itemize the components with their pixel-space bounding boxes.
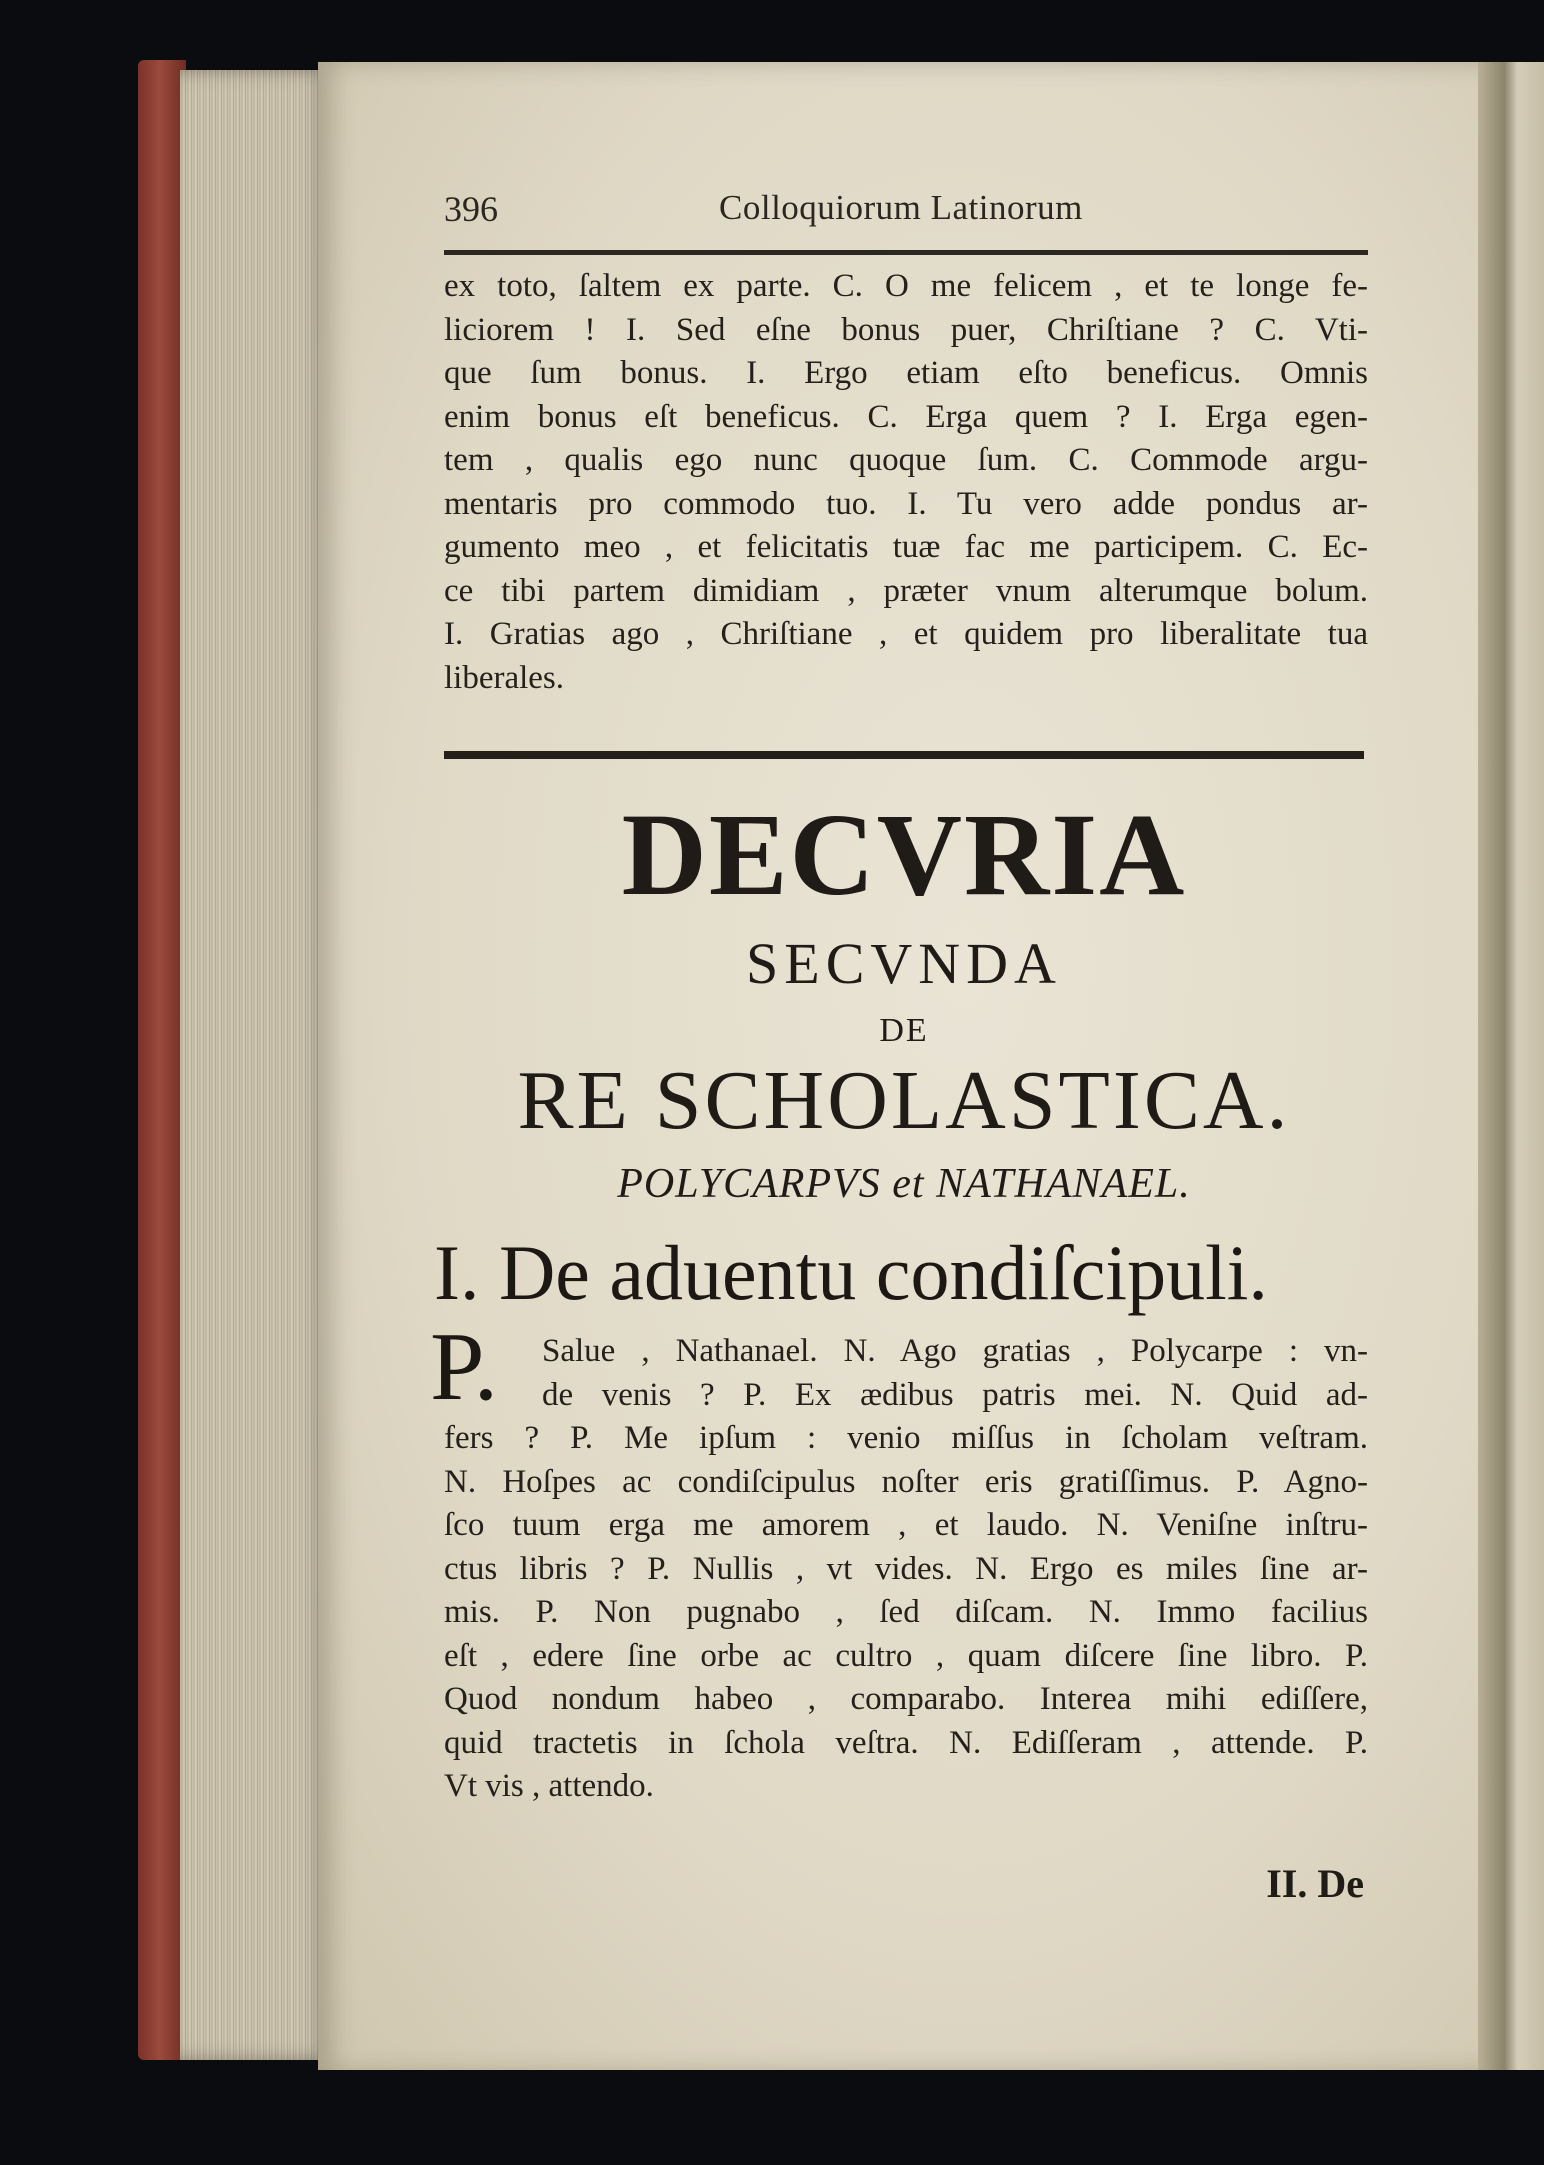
text-line: liciorem ! I. Sed eſne bonus puer, Chriſtiane ? C. Vti-	[444, 311, 1368, 348]
page-stack-edge	[180, 70, 330, 2060]
paragraph-continued	[444, 265, 1368, 700]
book-gutter	[1478, 62, 1544, 2072]
text-line: quid tractetis in ſchola veſtra. N. Ediſſeram , attende. P.	[444, 1724, 1368, 1761]
text-line: mis. P. Non pugnabo , ſed diſcam. N. Immo facilius	[444, 1594, 1368, 1630]
decuria-de: DE	[879, 1012, 929, 1049]
text-line: I. Gratias ago , Chriſtiane , et quidem pro liberalitate tua	[444, 616, 1368, 652]
colloquy-heading: I. De aduentu condiſcipuli.	[434, 1229, 1268, 1316]
text-line: ſco tuum erga me amorem , et laudo. N. Veniſne inſtru-	[444, 1507, 1368, 1543]
text-line: de venis ? P. Ex ædibus patris mei. N. Quid ad-	[542, 1376, 1368, 1413]
decuria-subtitle: SECVNDA	[746, 931, 1062, 996]
text-line: enim bonus eſt beneficus. C. Erga quem ? I. Erga egen-	[444, 398, 1368, 435]
text-line: tem , qualis ego nunc quoque ſum. C. Commode argu-	[444, 442, 1368, 478]
section-rule	[444, 751, 1364, 759]
text-line: Salue , Nathanael. N. Ago gratias , Polycarpe : vn-	[542, 1333, 1368, 1369]
decuria-topic: RE SCHOLASTICA.	[517, 1054, 1291, 1147]
text-line: Quod nondum habeo , comparabo. Interea mihi ediſſere,	[444, 1681, 1368, 1717]
book-cover-edge	[138, 60, 186, 2060]
text-line: liberales.	[444, 659, 565, 696]
background-shadow	[138, 2070, 1544, 2165]
text-line: mentaris pro commodo tuo. I. Tu vero adde pondus ar-	[444, 485, 1368, 522]
drop-capital: P.	[430, 1313, 499, 1421]
text-line: eſt , edere ſine orbe ac cultro , quam diſcere ſine libro. P.	[444, 1637, 1368, 1674]
text-line: ce tibi partem dimidiam , præter vnum alterumque bolum.	[444, 572, 1368, 609]
text-line: fers ? P. Me ipſum : venio miſſus in ſcholam veſtram.	[444, 1420, 1368, 1456]
catchword: II. De	[1266, 1861, 1364, 1906]
text-line: gumento meo , et felicitatis tuæ fac me participem. C. Ec-	[444, 529, 1368, 565]
text-line: ctus libris ? P. Nullis , vt vides. N. Ergo es miles ſine ar-	[444, 1550, 1368, 1587]
running-title: Colloquiorum Latinorum	[719, 188, 1083, 227]
speakers-line: POLYCARPVS et NATHANAEL.	[617, 1161, 1191, 1207]
text-line: que ſum bonus. I. Ergo etiam eſto beneficus. Omnis	[444, 355, 1368, 391]
text-line: Vt vis , attendo.	[444, 1768, 654, 1804]
decuria-title: DECVRIA	[621, 789, 1187, 920]
header-rule	[444, 250, 1368, 255]
text-line: ex toto, ſaltem ex parte. C. O me felicem , et te longe fe-	[444, 268, 1368, 304]
text-line: N. Hoſpes ac condiſcipulus noſter eris gratiſſimus. P. Agno-	[444, 1463, 1368, 1500]
dialogue-paragraph	[444, 1330, 1368, 1809]
running-head	[444, 188, 1366, 238]
page-number: 396	[444, 189, 498, 229]
